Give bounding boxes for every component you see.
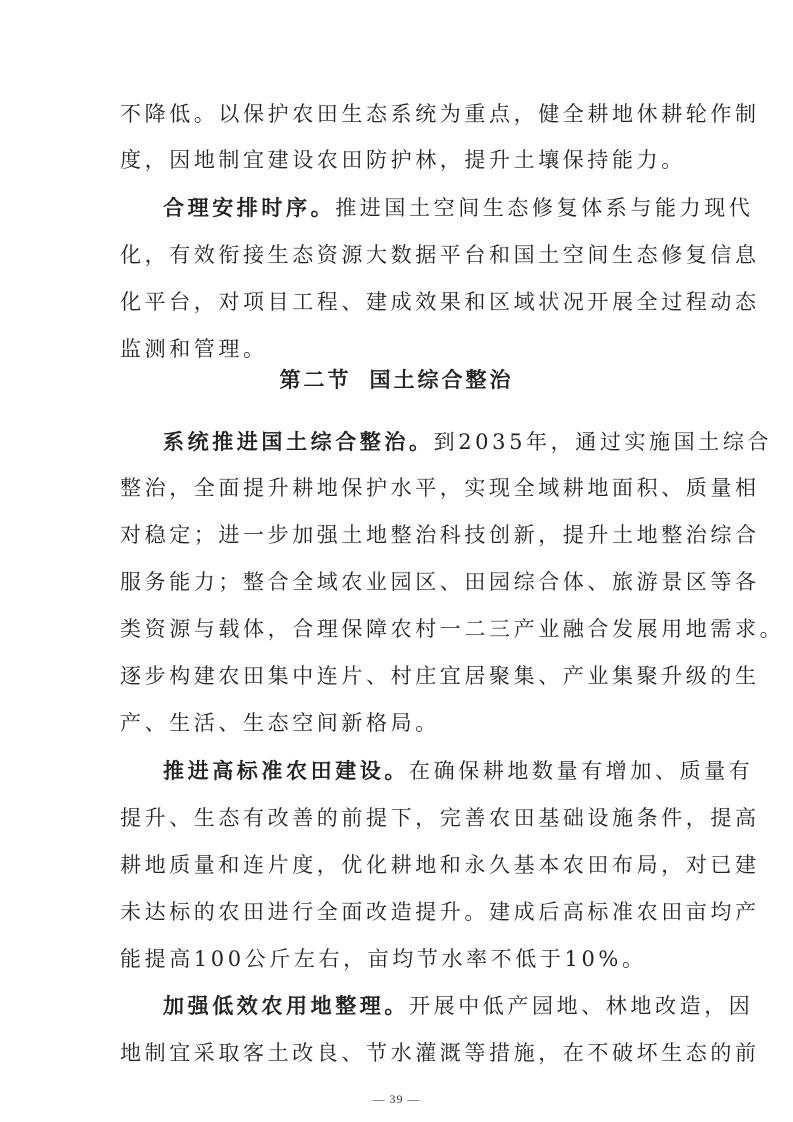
paragraph-3-line-7: 产、生活、生态空间新格局。 [120,711,440,735]
paragraph-1-line-2: 度，因地制宜建设农田防护林，提升土壤保持能力。 [120,148,686,172]
paragraph-3-line-1 [163,427,772,457]
section-title: 国土综合整治 [369,367,514,392]
paragraph-3-line-5: 类资源与载体，合理保障农村一二三产业融合发展用地需求。 [120,617,785,641]
paragraph-2-line-2: 化，有效衔接生态资源大数据平台和国土空间生态修复信息 [120,243,760,267]
paragraph-4-text: 在确保耕地数量有增加、质量有 [409,759,754,783]
paragraph-3-text: 到2035年，通过实施国土综合 [433,430,773,454]
paragraph-3-line-4: 服务能力；整合全域农业园区、田园综合体、旅游景区等各 [120,570,760,594]
paragraph-5-lead: 加强低效农用地整理。 [163,993,409,1018]
paragraph-2-line-4: 监测和管理。 [120,337,268,361]
paragraph-4-line-2: 提升、生态有改善的前提下，完善农田基础设施条件，提高 [120,806,760,830]
paragraph-4-line-5: 能提高100公斤左右，亩均节水率不低于10%。 [120,947,647,971]
paragraph-3-line-3: 对稳定；进一步加强土地整治科技创新，提升土地整治综合 [120,523,760,547]
paragraph-5-line-2: 地制宜采取客土改良、节水灌溉等措施，在不破坏生态的前 [120,1041,760,1065]
section-number: 第二节 [279,367,352,392]
paragraph-2-line-3: 化平台，对项目工程、建成效果和区域状况开展全过程动态 [120,290,760,314]
paragraph-1-line-1: 不降低。以保护农田生态系统为重点，健全耕地休耕轮作制 [120,102,760,126]
page-number: — 39 — [372,1092,421,1106]
paragraph-4-lead: 推进高标准农田建设。 [163,758,409,783]
section-heading [0,365,793,395]
paragraph-4-line-1 [163,756,753,786]
paragraph-5-text: 开展中低产园地、林地改造，因 [409,994,754,1018]
paragraph-4-line-3: 耕地质量和连片度，优化耕地和永久基本农田布局，对已建 [120,853,760,877]
paragraph-2-line-1 [163,193,753,223]
paragraph-2-lead: 合理安排时序。 [163,195,336,220]
paragraph-4-line-4: 未达标的农田进行全面改造提升。建成后高标准农田亩均产 [120,900,760,924]
paragraph-3-line-6: 逐步构建农田集中连片、村庄宜居聚集、产业集聚升级的生 [120,664,760,688]
paragraph-3-lead: 系统推进国土综合整治。 [163,429,434,454]
paragraph-2-text: 推进国土空间生态修复体系与能力现代 [335,196,754,220]
paragraph-3-line-2: 整治，全面提升耕地保护水平，实现全域耕地面积、质量相 [120,476,760,500]
paragraph-5-line-1 [163,991,753,1021]
